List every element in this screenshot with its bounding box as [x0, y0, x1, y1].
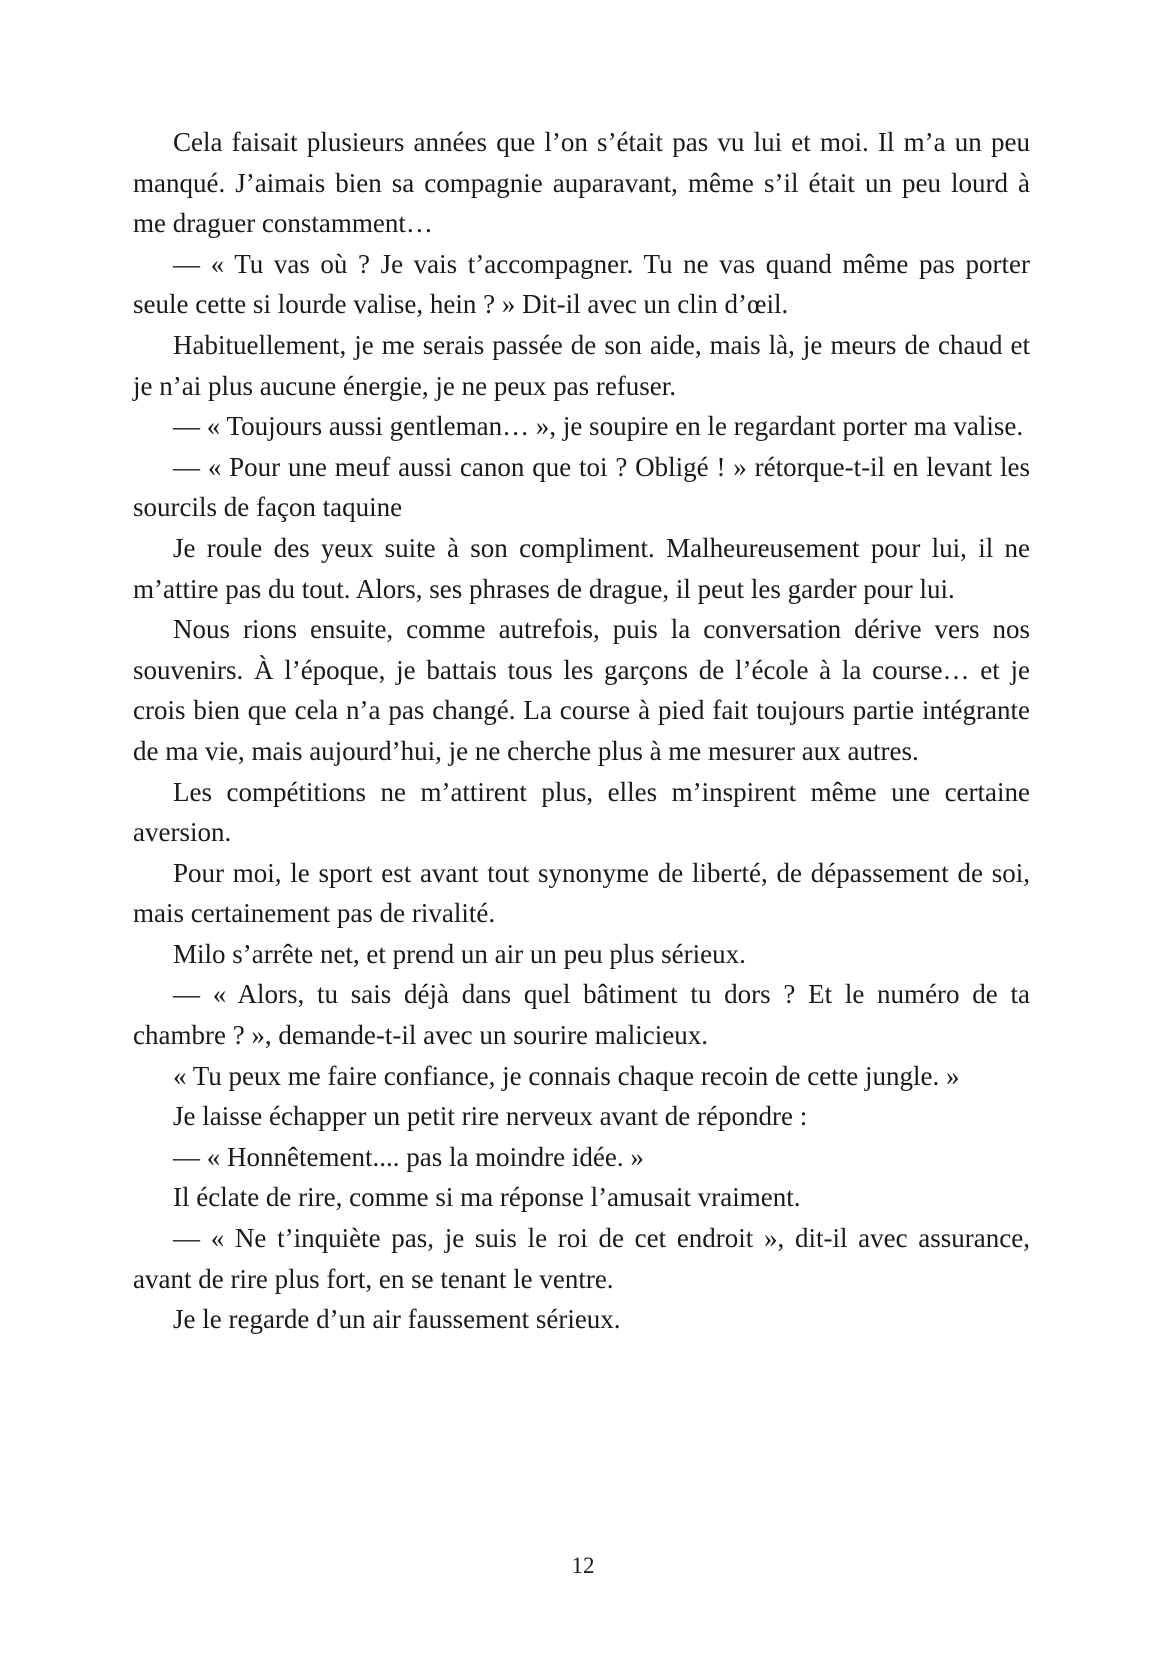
- dialogue-paragraph: — « Toujours aussi gentleman… », je soupire en le regardant porter ma valise.: [173, 411, 1024, 442]
- dialogue-paragraph: — « Honnêtement.... pas la moindre idée. »: [173, 1141, 644, 1172]
- body-text: [133, 122, 1030, 1340]
- dialogue-paragraph: « Tu peux me faire confiance, je connais chaque recoin de cette jungle. »: [173, 1060, 960, 1091]
- dialogue-paragraph: — « Pour une meuf aussi canon que toi ? Obligé ! » rétorque-t-il en levant les sourcils de façon taquine: [133, 451, 1030, 523]
- paragraph: Je laisse échapper un petit rire nerveux avant de répondre :: [173, 1101, 808, 1132]
- paragraph: Habituellement, je me serais passée de son aide, mais là, je meurs de chaud et je n’ai plus aucune énergie, je ne peux pas refuser.: [133, 329, 1030, 401]
- dialogue-paragraph: — « Tu vas où ? Je vais t’accompagner. Tu ne vas quand même pas porter seule cette si lourde valise, hein ? » Dit-il avec un clin d’œil.: [133, 248, 1030, 320]
- dialogue-paragraph: — « Ne t’inquiète pas, je suis le roi de cet endroit », dit-il avec assurance, avant de rire plus fort, en se tenant le ventre.: [133, 1223, 1030, 1294]
- page-number: 12: [571, 1553, 595, 1578]
- paragraph: Pour moi, le sport est avant tout synonyme de liberté, de dépassement de soi, mais certainement pas de rivalité.: [133, 857, 1030, 929]
- paragraph: Milo s’arrête net, et prend un air un peu plus sérieux.: [173, 938, 746, 969]
- paragraph: Je le regarde d’un air faussement sérieux.: [173, 1304, 621, 1335]
- dialogue-paragraph: — « Alors, tu sais déjà dans quel bâtiment tu dors ? Et le numéro de ta chambre ? », demande-t-il avec un sourire malicieux.: [133, 979, 1030, 1051]
- paragraph: Les compétitions ne m’attirent plus, elles m’inspirent même une certaine aversion.: [133, 776, 1030, 848]
- paragraph: Cela faisait plusieurs années que l’on s’était pas vu lui et moi. Il m’a un peu manqué. J’aimais bien sa compagnie auparavant, même s’il était un peu lourd à me draguer constamment…: [133, 127, 1030, 239]
- paragraph: Je roule des yeux suite à son compliment. Malheureusement pour lui, il ne m’attire pas du tout. Alors, ses phrases de drague, il peut les garder pour lui.: [133, 532, 1030, 604]
- paragraph: Il éclate de rire, comme si ma réponse l’amusait vraiment.: [173, 1182, 801, 1213]
- paragraph: Nous rions ensuite, comme autrefois, puis la conversation dérive vers nos souvenirs. À l’époque, je battais tous les garçons de l’école à la course… et je crois bien que cela n’a pas changé. La course à pied fait toujours partie intégrante de ma vie, mais aujourd’hui, je ne cherche plus à me mesurer aux autres.: [133, 614, 1030, 766]
